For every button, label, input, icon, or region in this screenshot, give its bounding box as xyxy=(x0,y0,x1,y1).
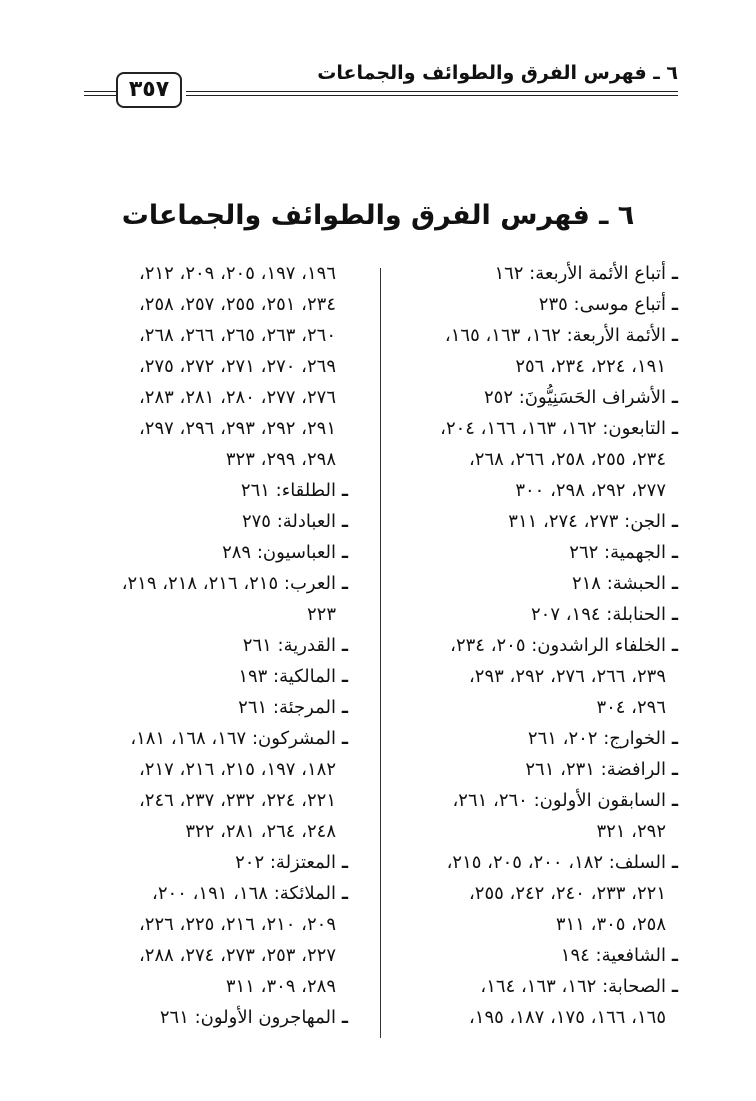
running-head-title: ٦ ـ فهرس الفرق والطوائف والجماعات xyxy=(317,62,678,84)
entry-text: الشافعية: ١٩٤ xyxy=(560,945,666,966)
entry-text: ٢٩٢، ٣٢١ xyxy=(596,821,666,842)
index-entry-continuation xyxy=(36,258,354,289)
entry-text: الصحابة: ١٦٢، ١٦٣، ١٦٤، xyxy=(480,976,666,997)
page-number: ٣٥٧ xyxy=(116,72,182,108)
entry-text: العرب: ٢١٥، ٢١٦، ٢١٨، ٢١٩، xyxy=(121,573,336,594)
entry-text: العباسيون: ٢٨٩ xyxy=(222,542,336,563)
entry-dash: ـ xyxy=(671,418,679,439)
entry-dash: ـ xyxy=(671,387,679,408)
index-entry-continuation xyxy=(388,909,684,940)
entry-dash: ـ xyxy=(341,883,349,904)
index-entry-continuation xyxy=(388,444,684,475)
entry-text: المهاجرون الأولون: ٢٦١ xyxy=(159,1007,336,1028)
index-entry xyxy=(388,723,684,754)
index-entry xyxy=(388,320,684,351)
index-entry-continuation xyxy=(36,940,354,971)
entry-text: ٢٠٩، ٢١٠، ٢١٦، ٢٢٥، ٢٢٦، xyxy=(138,914,336,935)
entry-text: ٢٣٤، ٢٥١، ٢٥٥، ٢٥٧، ٢٥٨، xyxy=(138,294,336,315)
index-column-left xyxy=(36,258,354,1033)
entry-dash: ـ xyxy=(341,573,349,594)
index-entry xyxy=(388,847,684,878)
index-entry xyxy=(36,568,354,599)
entry-dash: ـ xyxy=(341,511,349,532)
entry-text: الأئمة الأربعة: ١٦٢، ١٦٣، ١٦٥، xyxy=(444,325,666,346)
index-entry-continuation xyxy=(36,351,354,382)
index-column-right xyxy=(388,258,684,1033)
entry-dash: ـ xyxy=(341,635,349,656)
entry-text: المرجئة: ٢٦١ xyxy=(238,697,336,718)
index-entry xyxy=(388,382,684,413)
header-rule-right xyxy=(186,91,678,92)
index-entry xyxy=(388,630,684,661)
entry-dash: ـ xyxy=(671,976,679,997)
entry-text: أتباع موسى: ٢٣٥ xyxy=(538,294,666,315)
index-entry-continuation xyxy=(36,816,354,847)
index-entry-continuation xyxy=(36,382,354,413)
header-rule-right-double xyxy=(186,95,678,96)
index-entry-continuation xyxy=(36,444,354,475)
index-entry-continuation xyxy=(388,1002,684,1033)
entry-text: ٢٩١، ٢٩٢، ٢٩٣، ٢٩٦، ٢٩٧، xyxy=(138,418,336,439)
entry-text: ٢٢١، ٢٣٣، ٢٤٠، ٢٤٢، ٢٥٥، xyxy=(468,883,666,904)
index-entry xyxy=(36,878,354,909)
index-entry-continuation xyxy=(36,785,354,816)
index-entry-continuation xyxy=(388,878,684,909)
header-rule-left-double xyxy=(84,95,116,96)
index-entry xyxy=(36,661,354,692)
entry-dash: ـ xyxy=(671,790,679,811)
entry-dash: ـ xyxy=(341,1007,349,1028)
index-entry-continuation xyxy=(36,289,354,320)
entry-text: التابعون: ١٦٢، ١٦٣، ١٦٦، ٢٠٤، xyxy=(440,418,666,439)
column-divider xyxy=(380,268,381,1038)
index-entry xyxy=(36,537,354,568)
entry-text: الطلقاء: ٢٦١ xyxy=(240,480,336,501)
index-entry xyxy=(36,630,354,661)
entry-text: ٢٦٩، ٢٧٠، ٢٧١، ٢٧٢، ٢٧٥، xyxy=(138,356,336,377)
index-entry-continuation xyxy=(388,661,684,692)
index-entry xyxy=(388,537,684,568)
entry-text: ١٦٥، ١٦٦، ١٧٥، ١٨٧، ١٩٥، xyxy=(468,1007,666,1028)
entry-dash: ـ xyxy=(671,294,679,315)
index-entry xyxy=(388,971,684,1002)
entry-text: ١٩٦، ١٩٧، ٢٠٥، ٢٠٩، ٢١٢، xyxy=(138,263,336,284)
entry-text: ٢٢١، ٢٢٤، ٢٣٢، ٢٣٧، ٢٤٦، xyxy=(138,790,336,811)
index-entry xyxy=(388,754,684,785)
entry-text: ١٩١، ٢٢٤، ٢٣٤، ٢٥٦ xyxy=(515,356,666,377)
index-entry xyxy=(388,568,684,599)
page-title: ٦ ـ فهرس الفرق والطوائف والجماعات xyxy=(121,200,635,231)
entry-text: ٢٧٦، ٢٧٧، ٢٨٠، ٢٨١، ٢٨٣، xyxy=(138,387,336,408)
entry-text: ٢٢٣ xyxy=(306,604,336,625)
index-entry xyxy=(36,475,354,506)
entry-text: العبادلة: ٢٧٥ xyxy=(241,511,336,532)
index-entry-continuation xyxy=(36,909,354,940)
entry-dash: ـ xyxy=(671,728,679,749)
index-entry xyxy=(36,506,354,537)
index-entry-continuation xyxy=(388,351,684,382)
entry-dash: ـ xyxy=(341,666,349,687)
index-entry xyxy=(388,940,684,971)
entry-text: ٢٩٦، ٣٠٤ xyxy=(596,697,666,718)
entry-text: ١٨٢، ١٩٧، ٢١٥، ٢١٦، ٢١٧، xyxy=(138,759,336,780)
entry-text: الرافضة: ٢٣١، ٢٦١ xyxy=(525,759,666,780)
entry-dash: ـ xyxy=(341,697,349,718)
entry-text: المشركون: ١٦٧، ١٦٨، ١٨١، xyxy=(130,728,336,749)
index-entry xyxy=(388,413,684,444)
entry-text: المالكية: ١٩٣ xyxy=(238,666,336,687)
index-entry xyxy=(388,258,684,289)
entry-text: الجهمية: ٢٦٢ xyxy=(569,542,666,563)
entry-dash: ـ xyxy=(341,728,349,749)
entry-text: الخلفاء الراشدون: ٢٠٥، ٢٣٤، xyxy=(450,635,666,656)
entry-dash: ـ xyxy=(341,852,349,873)
entry-dash: ـ xyxy=(671,604,679,625)
entry-text: ٢٧٧، ٢٩٢، ٢٩٨، ٣٠٠ xyxy=(515,480,666,501)
entry-dash: ـ xyxy=(341,480,349,501)
index-entry-continuation xyxy=(36,599,354,630)
index-entry-continuation xyxy=(388,692,684,723)
index-entry xyxy=(36,847,354,878)
entry-text: الحنابلة: ١٩٤، ٢٠٧ xyxy=(531,604,666,625)
entry-text: ٢٥٨، ٣٠٥، ٣١١ xyxy=(555,914,666,935)
entry-text: الملائكة: ١٦٨، ١٩١، ٢٠٠، xyxy=(152,883,336,904)
entry-text: السابقون الأولون: ٢٦٠، ٢٦١، xyxy=(452,790,666,811)
index-entry xyxy=(36,1002,354,1033)
entry-text: الأشراف الحَسَنِيُّونَ: ٢٥٢ xyxy=(483,387,666,408)
entry-text: ٢٣٩، ٢٦٦، ٢٧٦، ٢٩٢، ٢٩٣، xyxy=(468,666,666,687)
entry-text: ٢٣٤، ٢٥٥، ٢٥٨، ٢٦٦، ٢٦٨، xyxy=(468,449,666,470)
entry-text: ٢٦٠، ٢٦٣، ٢٦٥، ٢٦٦، ٢٦٨، xyxy=(138,325,336,346)
entry-text: القدرية: ٢٦١ xyxy=(242,635,336,656)
entry-text: ٢٢٧، ٢٥٣، ٢٧٣، ٢٧٤، ٢٨٨، xyxy=(138,945,336,966)
entry-text: السلف: ١٨٢، ٢٠٠، ٢٠٥، ٢١٥، xyxy=(446,852,666,873)
entry-text: أتباع الأئمة الأربعة: ١٦٢ xyxy=(494,263,666,284)
entry-text: ٢٨٩، ٣٠٩، ٣١١ xyxy=(225,976,336,997)
entry-dash: ـ xyxy=(671,325,679,346)
entry-text: الحبشة: ٢١٨ xyxy=(571,573,666,594)
index-entry-continuation xyxy=(36,413,354,444)
entry-dash: ـ xyxy=(671,263,679,284)
entry-text: الخوارج: ٢٠٢، ٢٦١ xyxy=(527,728,666,749)
entry-dash: ـ xyxy=(671,945,679,966)
entry-dash: ـ xyxy=(671,573,679,594)
entry-text: ٢٩٨، ٢٩٩، ٣٢٣ xyxy=(225,449,336,470)
index-entry-continuation xyxy=(36,971,354,1002)
entry-dash: ـ xyxy=(671,542,679,563)
index-entry-continuation xyxy=(388,816,684,847)
index-entry xyxy=(388,506,684,537)
index-entry xyxy=(388,785,684,816)
index-entry-continuation xyxy=(36,754,354,785)
index-entry-continuation xyxy=(36,320,354,351)
entry-dash: ـ xyxy=(671,511,679,532)
header-rule-left xyxy=(84,91,116,92)
index-entry xyxy=(36,723,354,754)
entry-text: ٢٤٨، ٢٦٤، ٢٨١، ٣٢٢ xyxy=(185,821,336,842)
index-entry xyxy=(36,692,354,723)
entry-dash: ـ xyxy=(671,759,679,780)
entry-text: المعتزلة: ٢٠٢ xyxy=(235,852,336,873)
index-entry xyxy=(388,599,684,630)
entry-dash: ـ xyxy=(671,852,679,873)
entry-dash: ـ xyxy=(341,542,349,563)
entry-dash: ـ xyxy=(671,635,679,656)
index-entry xyxy=(388,289,684,320)
index-entry-continuation xyxy=(388,475,684,506)
entry-text: الجن: ٢٧٣، ٢٧٤، ٣١١ xyxy=(508,511,666,532)
